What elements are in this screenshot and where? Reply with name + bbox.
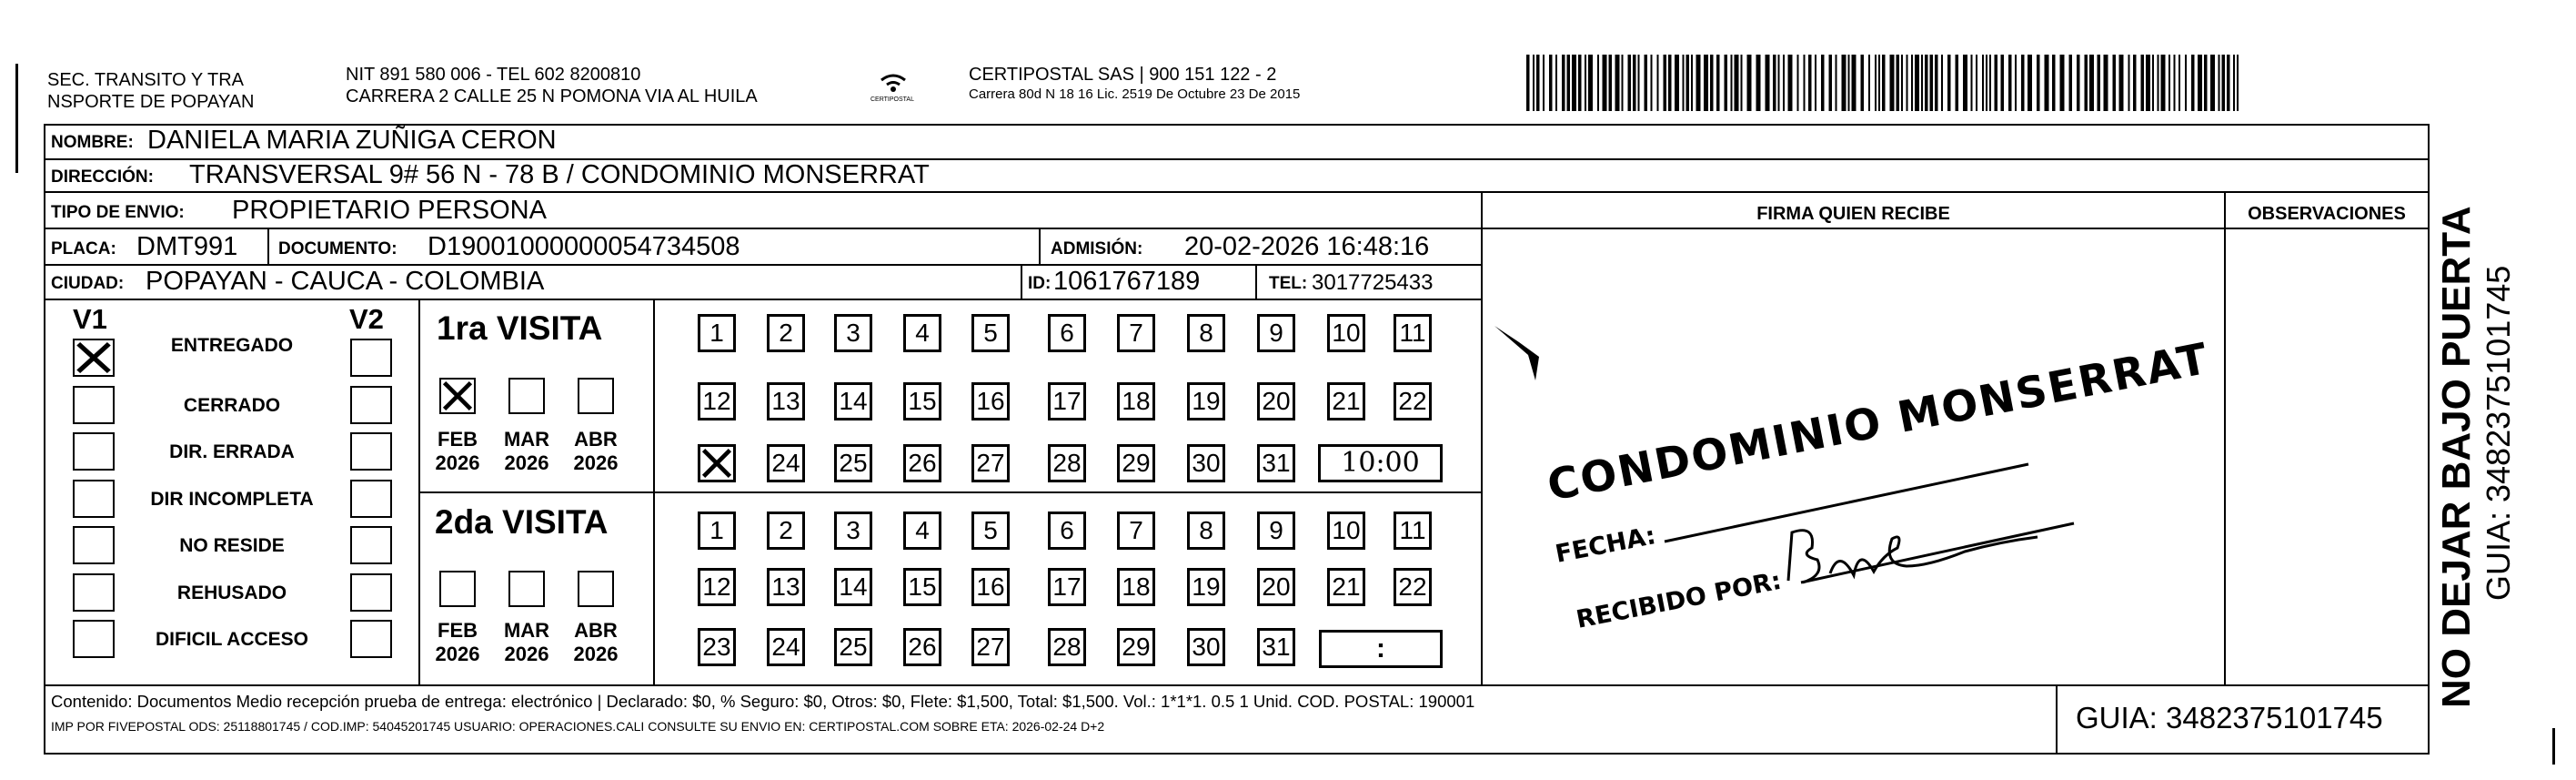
- barcode-bar: [2158, 55, 2159, 111]
- barcode-bar: [1989, 55, 1991, 111]
- barcode-bar: [2015, 55, 2017, 111]
- divider: [653, 300, 655, 684]
- barcode-bar: [1567, 55, 1571, 111]
- barcode-bar: [1982, 55, 1984, 111]
- time-placeholder: :: [1376, 633, 1385, 664]
- day-box[interactable]: 26: [903, 444, 941, 482]
- footer-row: [45, 684, 2428, 686]
- barcode-bar: [1842, 55, 1846, 111]
- month-checkbox[interactable]: [578, 378, 614, 414]
- barcode-bar: [2052, 55, 2056, 111]
- stamp-received-label: RECIBIDO POR:: [1574, 566, 1784, 634]
- day-box[interactable]: 18: [1117, 382, 1155, 420]
- day-box[interactable]: 31: [1257, 628, 1295, 666]
- barcode-bar: [1572, 55, 1576, 111]
- barcode-bar: [2219, 55, 2220, 111]
- barcode-bar: [1778, 55, 1780, 111]
- barcode-bar: [2191, 55, 2195, 111]
- barcode-bar: [1675, 55, 1679, 111]
- month-caption: [498, 428, 555, 475]
- day-box[interactable]: 25: [834, 628, 872, 666]
- day-box[interactable]: 1: [698, 512, 736, 550]
- barcode-bar: [2077, 55, 2080, 111]
- barcode-bar: [1930, 55, 1934, 111]
- name-row: [45, 124, 2428, 160]
- barcode-bar: [2028, 55, 2032, 111]
- city-row: [45, 266, 1483, 300]
- barcode-bar: [2161, 55, 2166, 111]
- divider: [1021, 266, 1022, 299]
- v1-checkbox[interactable]: [73, 339, 115, 377]
- plate-value: DMT991: [136, 232, 238, 261]
- barcode-bar: [1925, 55, 1928, 111]
- delivery-stamp: [1492, 309, 2219, 683]
- day-box[interactable]: 27: [971, 444, 1010, 482]
- day-box[interactable]: 17: [1048, 568, 1086, 606]
- month-label: ABR: [574, 619, 618, 642]
- barcode-bar: [1947, 55, 1951, 111]
- day-box[interactable]: 27: [971, 628, 1010, 666]
- barcode-bar: [1995, 55, 1998, 111]
- barcode-bar: [1578, 55, 1582, 111]
- month-caption: [498, 619, 555, 666]
- barcode-bar: [2104, 55, 2108, 111]
- barcode-bar: [1588, 55, 1593, 111]
- footer-divider: [2056, 684, 2058, 755]
- barcode-bar: [2179, 55, 2180, 111]
- barcode-bar: [2174, 55, 2176, 111]
- divider: [1255, 266, 1257, 299]
- day-box[interactable]: 11: [1394, 314, 1432, 352]
- status-label: REHUSADO: [176, 582, 287, 603]
- day-box[interactable]: 11: [1394, 512, 1432, 550]
- barcode-bar: [2185, 55, 2187, 111]
- v2-checkbox[interactable]: [350, 386, 392, 424]
- day-box[interactable]: 18: [1117, 568, 1155, 606]
- barcode-bar: [1788, 55, 1793, 111]
- v2-checkbox[interactable]: [350, 620, 392, 658]
- barcode-bar: [1526, 55, 1530, 111]
- barcode-bar: [1615, 55, 1620, 111]
- barcode-bar: [1808, 55, 1812, 111]
- barcode-bar: [1691, 55, 1693, 111]
- month-label: MAR: [503, 619, 550, 642]
- visit-separator: [420, 491, 1481, 493]
- id-value: 1061767189: [1053, 267, 1201, 296]
- month-checkbox[interactable]: [578, 571, 614, 607]
- day-box[interactable]: 21: [1327, 382, 1365, 420]
- first-visit-title: 1ra VISITA: [437, 309, 603, 347]
- address-value: TRANSVERSAL 9# 56 N - 78 B / CONDOMINIO MONSERRAT: [189, 160, 930, 189]
- barcode-bar: [2204, 55, 2208, 111]
- document-label: DOCUMENTO:: [278, 239, 397, 258]
- type-label: TIPO DE ENVIO:: [51, 203, 185, 222]
- company-block: [969, 64, 1300, 104]
- barcode-bar: [1836, 55, 1837, 111]
- barcode-bar: [2085, 55, 2088, 111]
- admission-label: ADMISIÓN:: [1051, 239, 1143, 258]
- barcode-bar: [2098, 55, 2101, 111]
- barcode-bar: [2037, 55, 2040, 111]
- barcode-bar: [1935, 55, 1938, 111]
- barcode-bar: [1901, 55, 1903, 111]
- year-label: 2026: [504, 451, 549, 474]
- day-box[interactable]: 20: [1257, 382, 1295, 420]
- logo-icon: [861, 69, 925, 111]
- barcode-bar: [1956, 55, 1959, 111]
- month-label: FEB: [438, 619, 478, 642]
- month-checkbox[interactable]: [439, 378, 476, 414]
- day-box[interactable]: 29: [1117, 444, 1155, 482]
- barcode-bar: [1735, 55, 1739, 111]
- day-box[interactable]: 9: [1257, 512, 1295, 550]
- v1-checkbox[interactable]: [73, 480, 115, 518]
- barcode-bar: [2198, 55, 2202, 111]
- sender-block: [47, 69, 254, 113]
- day-box[interactable]: [698, 444, 736, 482]
- barcode-bar: [2069, 55, 2073, 111]
- barcode-bar: [1585, 55, 1586, 111]
- barcode-bar: [1783, 55, 1785, 111]
- barcode-bar: [1875, 55, 1877, 111]
- footer-content-line: Contenido: Documentos Medio recepción prueba de entrega: electrónico | Declarado: $0, % Seguro: $0, Otros: $0, Flete: $1,500, Total: $1,500. Vol.: 1*1*1. 0.5 1 Unid. COD. POSTAL: 190001: [51, 692, 1475, 711]
- barcode-bar: [1848, 55, 1850, 111]
- status-label: DIFICIL ACCESO: [155, 629, 308, 650]
- day-box[interactable]: 26: [903, 628, 941, 666]
- barcode-bar: [1890, 55, 1895, 111]
- barcode-bar: [1963, 55, 1967, 111]
- barcode-bar: [1941, 55, 1943, 111]
- barcode-bar: [1861, 55, 1865, 111]
- signature-header: FIRMA QUIEN RECIBE: [1756, 204, 1950, 224]
- barcode-bar: [2008, 55, 2012, 111]
- barcode-bar: [2089, 55, 2094, 111]
- city-value: POPAYAN - CAUCA - COLOMBIA: [146, 267, 545, 296]
- day-box[interactable]: 22: [1394, 382, 1432, 420]
- v1-checkbox[interactable]: [73, 526, 115, 564]
- name-value: DANIELA MARIA ZUÑIGA CERON: [147, 126, 557, 155]
- day-box[interactable]: 31: [1257, 444, 1295, 482]
- barcode-bar: [1897, 55, 1900, 111]
- day-box[interactable]: 3: [834, 512, 872, 550]
- barcode-bar: [2152, 55, 2154, 111]
- admission-value: 20-02-2026 16:48:16: [1184, 232, 1430, 261]
- day-box[interactable]: 28: [1048, 628, 1086, 666]
- day-box[interactable]: 30: [1187, 444, 1225, 482]
- day-box[interactable]: 5: [971, 314, 1010, 352]
- v1-checkbox[interactable]: [73, 573, 115, 612]
- day-box[interactable]: 9: [1257, 314, 1295, 352]
- stamp-date-label: FECHA:: [1553, 522, 1658, 569]
- footer-meta-line: IMP POR FIVEPOSTAL ODS: 25118801745 / COD.IMP: 54045201745 USUARIO: OPERACIONES.CALI CONSULTE SU ENVIO EN: CERTIPOSTAL.COM SOBRE ETA: 2026-02-24 D+2: [51, 719, 1105, 734]
- day-box[interactable]: 8: [1187, 314, 1225, 352]
- status-label: ENTREGADO: [170, 335, 294, 356]
- barcode-bar: [1704, 55, 1708, 111]
- sender-nit-block: [346, 64, 758, 107]
- logo-text: CERTIPOSTAL: [870, 96, 914, 103]
- barcode-bar: [2222, 55, 2226, 111]
- name-label: NOMBRE:: [51, 133, 134, 152]
- type-value: PROPIETARIO PERSONA: [232, 196, 547, 225]
- day-box[interactable]: 14: [834, 382, 872, 420]
- sender-address-line: CARRERA 2 CALLE 25 N POMONA VIA AL HUILA: [346, 86, 758, 106]
- day-box[interactable]: 17: [1048, 382, 1086, 420]
- year-label: 2026: [504, 643, 549, 665]
- signature-header-line: [1483, 228, 2429, 229]
- day-box[interactable]: 13: [767, 382, 805, 420]
- day-box[interactable]: 2: [767, 314, 805, 352]
- status-label: NO RESIDE: [179, 535, 285, 556]
- company-address-line: Carrera 80d N 18 16 Lic. 2519 De Octubre 23 De 2015: [969, 86, 1301, 102]
- barcode-bar: [2133, 55, 2137, 111]
- barcode-bar: [2045, 55, 2049, 111]
- barcode-bar: [1622, 55, 1624, 111]
- plate-label: PLACA:: [51, 239, 116, 258]
- month-caption: [429, 428, 486, 475]
- barcode-bar: [2237, 55, 2239, 111]
- barcode-bar: [1633, 55, 1636, 111]
- barcode-bar: [2141, 55, 2145, 111]
- barcode-bar: [1536, 55, 1540, 111]
- barcode-bar: [1562, 55, 1565, 111]
- barcode-bar: [1815, 55, 1816, 111]
- day-box[interactable]: 24: [767, 444, 805, 482]
- v2-checkbox[interactable]: [350, 573, 392, 612]
- id-label: ID:: [1028, 274, 1052, 293]
- day-box[interactable]: 10: [1327, 512, 1365, 550]
- status-label: DIR INCOMPLETA: [150, 488, 314, 510]
- stamp-flag-mark: [1494, 326, 1539, 380]
- barcode-bar: [1638, 55, 1640, 111]
- month-checkbox[interactable]: [508, 571, 545, 607]
- barcode-bar: [1609, 55, 1613, 111]
- month-caption: [429, 619, 486, 666]
- month-caption: [568, 428, 624, 475]
- day-box[interactable]: 22: [1394, 568, 1432, 606]
- v1-checkbox[interactable]: [73, 620, 115, 658]
- v2-label: V2: [349, 303, 384, 335]
- footer-guide: GUIA: 3482375101745: [2076, 701, 2383, 734]
- barcode-bar: [2210, 55, 2215, 111]
- day-box[interactable]: 30: [1187, 628, 1225, 666]
- barcode-bar: [1971, 55, 1973, 111]
- v1-checkbox[interactable]: [73, 386, 115, 424]
- time-box[interactable]: [1319, 630, 1443, 668]
- barcode-bar: [2128, 55, 2130, 111]
- barcode-bar: [1696, 55, 1701, 111]
- day-box[interactable]: 16: [971, 382, 1010, 420]
- barcode-bar: [1741, 55, 1743, 111]
- status-label: DIR. ERRADA: [169, 441, 295, 462]
- day-box[interactable]: 28: [1048, 444, 1086, 482]
- day-box[interactable]: 15: [903, 382, 941, 420]
- day-box[interactable]: 24: [767, 628, 805, 666]
- v1-checkbox[interactable]: [73, 432, 115, 471]
- observations-column: [2224, 193, 2226, 684]
- margin-mark: [2552, 728, 2555, 765]
- barcode-bar: [1882, 55, 1886, 111]
- day-box[interactable]: 19: [1187, 568, 1225, 606]
- barcode-bar: [1766, 55, 1770, 111]
- month-caption: [568, 619, 624, 666]
- observations-header: OBSERVACIONES: [2248, 204, 2406, 224]
- sender-line-1: SEC. TRANSITO Y TRA: [47, 70, 244, 90]
- tel-label: TEL:: [1269, 274, 1308, 293]
- barcode-bar: [1821, 55, 1825, 111]
- day-box[interactable]: 16: [971, 568, 1010, 606]
- handwritten-time-box[interactable]: 10:00: [1318, 444, 1443, 482]
- barcode-bar: [1868, 55, 1870, 111]
- address-row: [45, 160, 2428, 193]
- day-box[interactable]: 20: [1257, 568, 1295, 606]
- month-label: FEB: [438, 428, 478, 451]
- barcode-bar: [1773, 55, 1776, 111]
- barcode-bar: [2168, 55, 2170, 111]
- barcode-bar: [1907, 55, 1908, 111]
- barcode-bar: [1657, 55, 1659, 111]
- barcode-bar: [1651, 55, 1653, 111]
- day-box[interactable]: 5: [971, 512, 1010, 550]
- barcode-bar: [1911, 55, 1913, 111]
- barcode-bar: [1543, 55, 1545, 111]
- city-label: CIUDAD:: [51, 274, 125, 293]
- barcode-bar: [1555, 55, 1557, 111]
- barcode-bar: [2146, 55, 2150, 111]
- day-box[interactable]: 29: [1117, 628, 1155, 666]
- day-box[interactable]: 4: [903, 314, 941, 352]
- side-notice-line-2: GUIA: 3482375101745: [2480, 265, 2517, 601]
- day-box[interactable]: 2: [767, 512, 805, 550]
- barcode-bar: [1852, 55, 1857, 111]
- v2-checkbox[interactable]: [350, 432, 392, 471]
- day-box[interactable]: 6: [1048, 512, 1086, 550]
- sender-line-2: NSPORTE DE POPAYAN: [47, 92, 255, 112]
- barcode-bar: [1597, 55, 1599, 111]
- day-box[interactable]: 6: [1048, 314, 1086, 352]
- second-visit-title: 2da VISITA: [435, 503, 609, 541]
- day-box[interactable]: 8: [1187, 512, 1225, 550]
- barcode-bar: [1668, 55, 1672, 111]
- barcode-bar: [1829, 55, 1833, 111]
- barcode-bar: [1533, 55, 1535, 111]
- month-label: MAR: [503, 428, 550, 451]
- day-box[interactable]: 12: [698, 382, 736, 420]
- stamp-title: CONDOMINIO MONSERRAT: [1543, 333, 2214, 512]
- day-box[interactable]: 21: [1327, 568, 1365, 606]
- sender-nit-line: NIT 891 580 006 - TEL 602 8200810: [346, 65, 641, 85]
- barcode-bar: [2113, 55, 2117, 111]
- year-label: 2026: [573, 643, 619, 665]
- barcode-bar: [1683, 55, 1685, 111]
- signature-column: [1481, 193, 1483, 684]
- plate-row: [45, 229, 1483, 266]
- day-box[interactable]: 1: [698, 314, 736, 352]
- tel-value: 3017725433: [1312, 270, 1434, 295]
- day-box[interactable]: 12: [698, 568, 736, 606]
- day-box[interactable]: 7: [1117, 314, 1155, 352]
- month-checkbox[interactable]: [439, 571, 476, 607]
- status-label: CERRADO: [183, 394, 281, 416]
- barcode-bar: [2233, 55, 2235, 111]
- barcode-bar: [2021, 55, 2025, 111]
- day-box[interactable]: 23: [698, 628, 736, 666]
- v1-label: V1: [73, 303, 107, 335]
- barcode-bar: [1747, 55, 1752, 111]
- barcode-bar: [1628, 55, 1632, 111]
- day-box[interactable]: 25: [834, 444, 872, 482]
- barcode-bar: [1710, 55, 1714, 111]
- barcode-bar: [1986, 55, 1987, 111]
- year-label: 2026: [435, 451, 480, 474]
- barcode-bar: [1716, 55, 1720, 111]
- barcode-bar: [1804, 55, 1806, 111]
- day-box[interactable]: 4: [903, 512, 941, 550]
- day-box[interactable]: 19: [1187, 382, 1225, 420]
- barcode-bar: [1725, 55, 1728, 111]
- barcode-bar: [1797, 55, 1799, 111]
- day-box[interactable]: 15: [903, 568, 941, 606]
- address-label: DIRECCIÓN:: [51, 167, 154, 187]
- divider: [267, 229, 269, 264]
- barcode-bar: [1645, 55, 1648, 111]
- barcode-bar: [1603, 55, 1607, 111]
- divider: [1039, 229, 1041, 264]
- margin-mark: [15, 64, 18, 173]
- company-logo: [861, 69, 925, 111]
- barcode-bar: [1731, 55, 1733, 111]
- barcode-bar: [1915, 55, 1919, 111]
- barcode-bar: [1549, 55, 1553, 111]
- v2-checkbox[interactable]: [350, 526, 392, 564]
- year-label: 2026: [573, 451, 619, 474]
- barcode-bar: [1756, 55, 1761, 111]
- barcode-bar: [1921, 55, 1923, 111]
- v2-checkbox[interactable]: [350, 480, 392, 518]
- barcode-bar: [1664, 55, 1667, 111]
- barcode-bar: [1686, 55, 1690, 111]
- month-label: ABR: [574, 428, 618, 451]
- company-name-line: CERTIPOSTAL SAS | 900 151 122 - 2: [969, 65, 1277, 85]
- barcode-bar: [1976, 55, 1977, 111]
- barcode: [1526, 55, 2245, 111]
- month-checkbox[interactable]: [508, 378, 545, 414]
- barcode-bar: [1878, 55, 1880, 111]
- barcode-bar: [2119, 55, 2124, 111]
- barcode-bar: [2060, 55, 2065, 111]
- barcode-bar: [2001, 55, 2005, 111]
- year-label: 2026: [435, 643, 480, 665]
- stamp-received-line: [1801, 523, 2074, 582]
- day-box[interactable]: 10: [1327, 314, 1365, 352]
- day-box[interactable]: 14: [834, 568, 872, 606]
- side-notice-line-1: NO DEJAR BAJO PUERTA: [2434, 206, 2479, 708]
- barcode-bar: [2227, 55, 2230, 111]
- day-box[interactable]: 7: [1117, 512, 1155, 550]
- day-box[interactable]: 13: [767, 568, 805, 606]
- day-box[interactable]: 3: [834, 314, 872, 352]
- v2-checkbox[interactable]: [350, 339, 392, 377]
- document-value: D19001000000054734508: [428, 232, 740, 261]
